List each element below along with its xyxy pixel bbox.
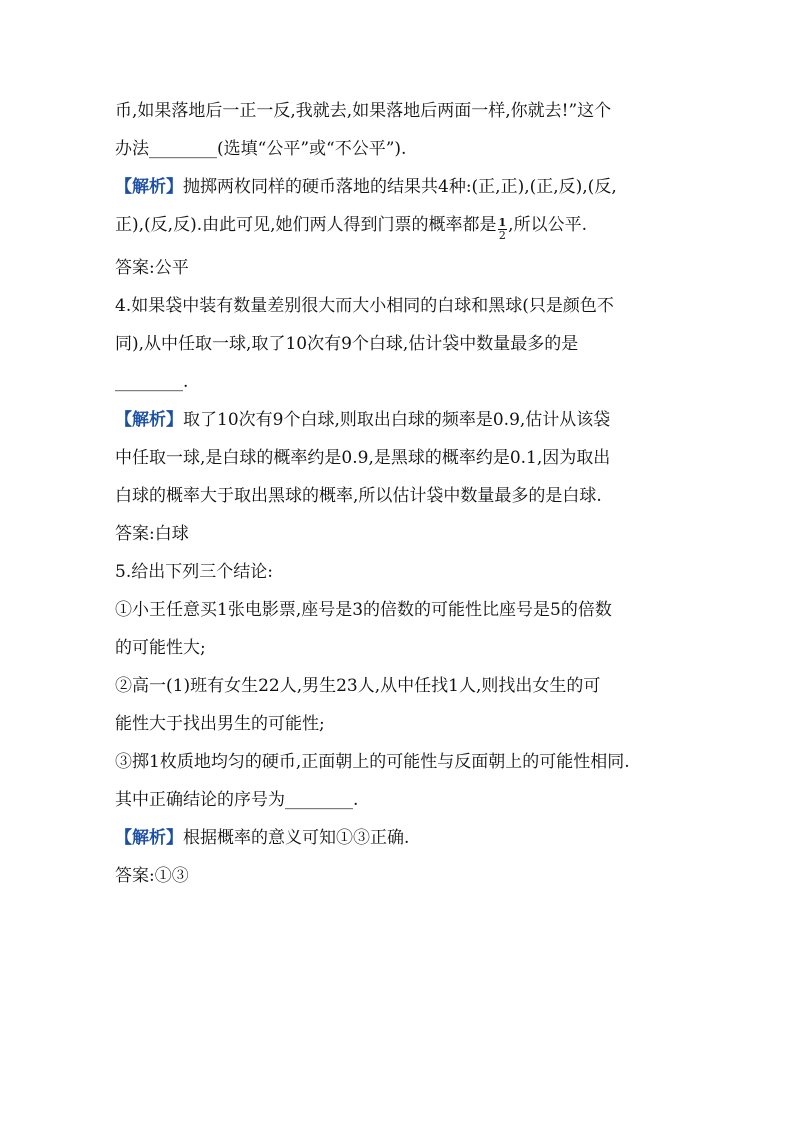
q4-analysis-text: 取了10次有9个白球,则取出白球的频率是0.9,估计从该袋 bbox=[183, 410, 611, 430]
q3-analysis-line-1 bbox=[115, 176, 695, 199]
analysis-tag: 【解析】 bbox=[115, 177, 183, 197]
analysis-tag: 【解析】 bbox=[115, 828, 183, 848]
q5-item-1-line-1: ①小王任意买1张电影票,座号是3的倍数的可能性比座号是5的倍数 bbox=[115, 600, 612, 620]
analysis-tag: 【解析】 bbox=[115, 410, 183, 430]
q3-text-line-1: 币,如果落地后一正一反,我就去,如果落地后两面一样,你就去!”这个 bbox=[115, 101, 612, 121]
q5-item-3-line-1: ③掷1枚质地均匀的硬币,正面朝上的可能性与反面朝上的可能性相同. bbox=[115, 752, 630, 772]
q5-question-line: 其中正确结论的序号为________. bbox=[115, 790, 359, 810]
q5-analysis-line-1 bbox=[115, 827, 695, 850]
q4-answer: 答案:白球 bbox=[115, 524, 189, 544]
q4-text-line-3: ________. bbox=[115, 372, 189, 392]
q5-answer: 答案:①③ bbox=[115, 866, 189, 886]
q5-text-line-1: 5.给出下列三个结论: bbox=[115, 562, 273, 582]
q3-analysis-text: 抛掷两枚同样的硬币落地的结果共4种:(正,正),(正,反),(反, bbox=[183, 177, 617, 197]
q3-analysis-text-2: 正),(反,反).由此可见,她们两人得到门票的概率都是 bbox=[115, 215, 497, 235]
q4-analysis-line-2: 中任取一球,是白球的概率约是0.9,是黑球的概率约是0.1,因为取出 bbox=[115, 448, 611, 468]
q5-item-1-line-2: 的可能性大; bbox=[115, 638, 206, 658]
fraction-numerator: 1 bbox=[498, 216, 507, 229]
q4-text-line-2: 同),从中任取一球,取了10次有9个白球,估计袋中数量最多的是 bbox=[115, 334, 579, 354]
q4-text-line-1: 4.如果袋中装有数量差别很大而大小相同的白球和黑球(只是颜色不 bbox=[115, 296, 614, 316]
q3-answer: 答案:公平 bbox=[115, 258, 189, 278]
q3-analysis-line-2 bbox=[115, 214, 695, 242]
q5-item-2-line-2: 能性大于找出男生的可能性; bbox=[115, 714, 325, 734]
q4-analysis-line-3: 白球的概率大于取出黑球的概率,所以估计袋中数量最多的是白球. bbox=[115, 486, 602, 506]
q3-analysis-text-3: ,所以公平. bbox=[508, 215, 587, 235]
document-page bbox=[115, 100, 695, 903]
q4-analysis-line-1 bbox=[115, 409, 695, 432]
fraction-denominator: 2 bbox=[498, 229, 506, 242]
fraction bbox=[498, 217, 508, 242]
q3-text-line-2: 办法________(选填“公平”或“不公平”). bbox=[115, 139, 407, 159]
q5-analysis-text: 根据概率的意义可知①③正确. bbox=[183, 828, 410, 848]
q5-item-2-line-1: ②高一(1)班有女生22人,男生23人,从中任找1人,则找出女生的可 bbox=[115, 676, 601, 696]
